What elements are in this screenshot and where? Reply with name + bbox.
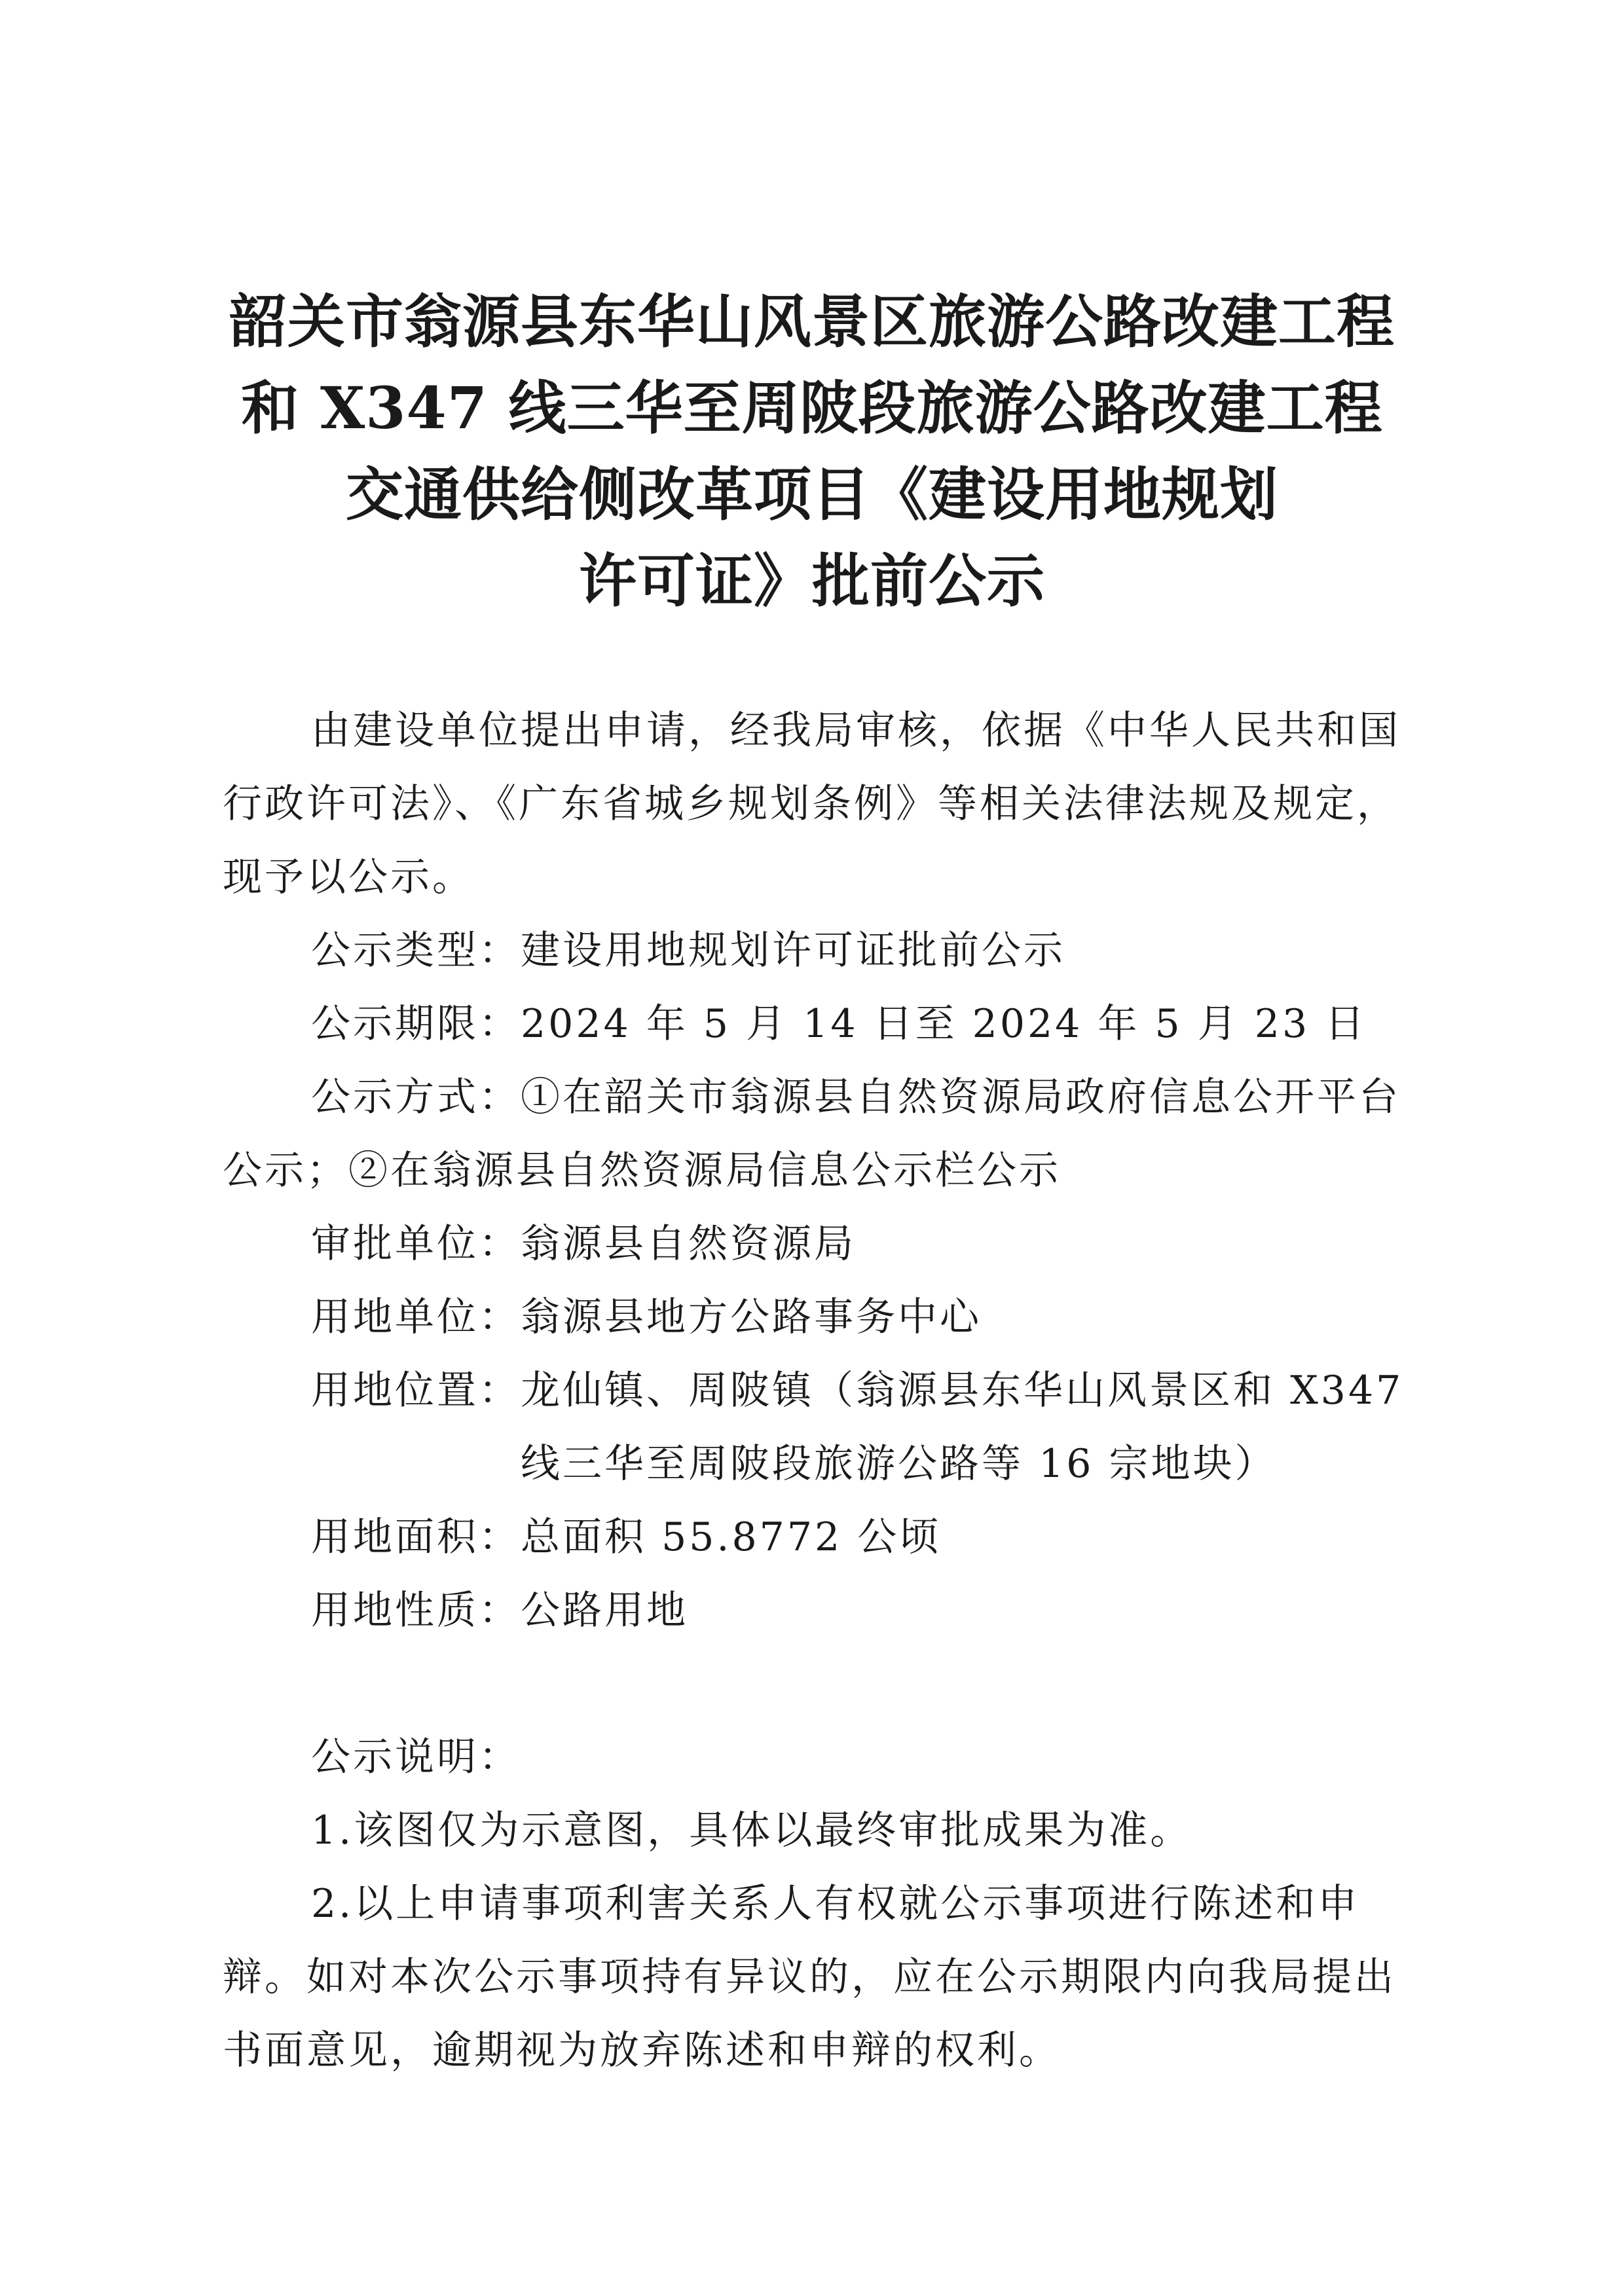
intro-line-1: 由建设单位提出申请，经我局审核，依据《中华人民共和国 xyxy=(311,708,1401,754)
field-notice-type xyxy=(223,914,1421,987)
field-label: 用地性质： xyxy=(311,1588,521,1633)
field-land-area xyxy=(223,1501,1421,1574)
field-label: 用地单位： xyxy=(311,1294,521,1340)
field-value: 2024 年 5 月 14 日至 2024 年 5 月 23 日 xyxy=(521,1001,1367,1047)
field-label: 审批单位： xyxy=(311,1221,521,1267)
field-label: 公示期限： xyxy=(311,1001,521,1047)
field-value: 翁源县地方公路事务中心 xyxy=(521,1294,982,1340)
intro-paragraph xyxy=(223,694,1421,914)
field-label: 公示类型： xyxy=(311,928,521,974)
field-approver xyxy=(223,1207,1421,1281)
field-value: 公路用地 xyxy=(521,1588,688,1633)
field-value: 翁源县自然资源局 xyxy=(521,1221,856,1267)
field-label: 用地位置： xyxy=(311,1368,521,1413)
document-title xyxy=(223,278,1401,624)
field-value-line-2: 线三华至周陂段旅游公路等 16 宗地块） xyxy=(521,1441,1277,1487)
notes-heading: 公示说明： xyxy=(311,1734,521,1780)
note-item-1: 1.该图仅为示意图，具体以最终审批成果为准。 xyxy=(311,1808,1192,1853)
title-line-3: 交通供给侧改革项目《建设用地规划 xyxy=(345,460,1278,528)
note-item-2-line-3: 书面意见，逾期视为放弃陈述和申辩的权利。 xyxy=(223,2028,1061,2073)
spacer xyxy=(223,1647,1421,1721)
intro-line-2: 行政许可法》、《广东省城乡规划条例》等相关法律法规及规定， xyxy=(223,781,1399,827)
field-label: 用地面积： xyxy=(311,1514,521,1560)
field-value: 总面积 55.8772 公顷 xyxy=(521,1514,942,1560)
field-value-line-1: 龙仙镇、周陂镇（翁源县东华山风景区和 X347 xyxy=(521,1368,1404,1413)
note-item-2-line-1: 2.以上申请事项利害关系人有权就公示事项进行陈述和申 xyxy=(311,1881,1360,1927)
intro-line-3: 现予以公示。 xyxy=(223,854,474,900)
notes-section xyxy=(223,1721,1421,2087)
field-value: 建设用地规划许可证批前公示 xyxy=(521,928,1065,974)
field-land-nature xyxy=(223,1574,1421,1647)
field-value-line-1: ①在韶关市翁源县自然资源局政府信息公开平台 xyxy=(521,1074,1401,1120)
field-label: 公示方式： xyxy=(311,1074,521,1120)
field-notice-method xyxy=(223,1061,1421,1207)
field-notice-period xyxy=(223,987,1421,1061)
field-value-line-2: 公示；②在翁源县自然资源局信息公示栏公示 xyxy=(223,1148,1061,1194)
field-land-location xyxy=(223,1354,1421,1501)
note-item-2-line-2: 辩。如对本次公示事项持有异议的，应在公示期限内向我局提出 xyxy=(223,1954,1396,2000)
title-line-2: 和 X347 线三华至周陂段旅游公路改建工程 xyxy=(241,374,1383,442)
field-land-user xyxy=(223,1281,1421,1354)
document-body xyxy=(223,694,1421,2087)
title-line-4: 许可证》批前公示 xyxy=(578,547,1045,615)
title-line-1: 韶关市翁源县东华山风景区旅游公路改建工程 xyxy=(229,287,1395,355)
